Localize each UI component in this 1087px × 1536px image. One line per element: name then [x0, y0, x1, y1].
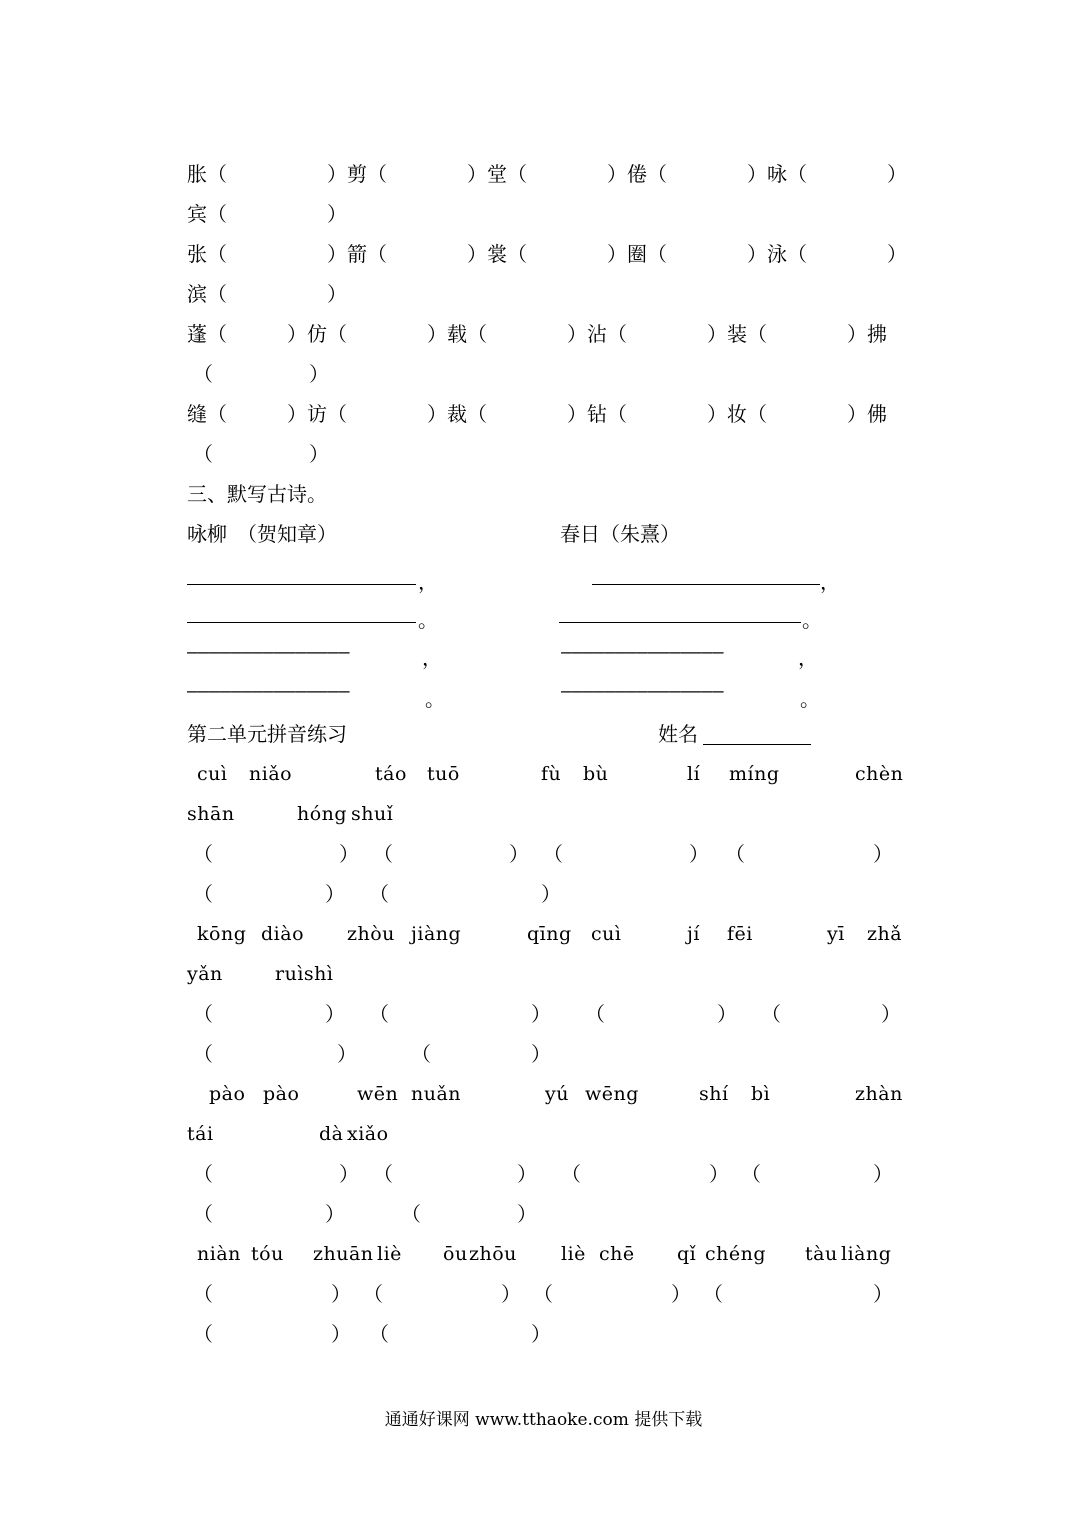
pinyin-word: zhòu: [347, 923, 395, 945]
bracket: （: [369, 1002, 389, 1026]
char-cell: ）圈（: [607, 242, 667, 266]
bracket: （: [369, 882, 389, 906]
char-cell: 张（: [187, 242, 227, 266]
bracket-row: [187, 1314, 900, 1354]
pinyin-word: yī: [827, 923, 845, 945]
pinyin-row: [187, 754, 904, 794]
poem1-title: 咏柳 （贺知章）: [187, 522, 337, 546]
char-cell: ）装（: [707, 322, 767, 346]
char-row-7: [187, 394, 900, 434]
bracket-row: [187, 834, 900, 874]
char-cell: （: [193, 362, 213, 386]
pinyin-word: liè: [561, 1243, 586, 1265]
pinyin-word: cuì: [197, 763, 228, 785]
bracket: ）: [509, 842, 529, 866]
bracket: （: [193, 842, 213, 866]
punct: ，: [422, 646, 442, 670]
bracket: ）: [671, 1282, 691, 1306]
bracket-row: [187, 1034, 900, 1074]
char-cell: 宾（: [187, 202, 227, 226]
bracket: ）: [501, 1282, 521, 1306]
char-row-6: [187, 354, 900, 394]
pinyin-word: wēn: [357, 1083, 399, 1105]
bracket-row: [187, 994, 900, 1034]
bracket: （: [369, 1322, 389, 1346]
char-cell: ）裳（: [467, 242, 527, 266]
pinyin-word: jiàng: [411, 923, 462, 945]
bracket: ）: [531, 1042, 551, 1066]
name-field[interactable]: [703, 744, 811, 745]
pinyin-word: wēng: [585, 1083, 639, 1105]
bracket: ）: [331, 1282, 351, 1306]
pinyin-word: fù: [541, 763, 562, 785]
bracket-row: [187, 1154, 900, 1194]
bracket: （: [193, 1282, 213, 1306]
char-cell: ）仿（: [287, 322, 347, 346]
punct: 。: [425, 687, 445, 711]
bracket: ）: [517, 1162, 537, 1186]
punct: 。: [800, 687, 820, 711]
bracket: （: [193, 882, 213, 906]
bracket: （: [401, 1202, 421, 1226]
bracket: ）: [325, 882, 345, 906]
pinyin-row: [187, 794, 900, 834]
bracket: （: [193, 1042, 213, 1066]
poem1-line-3[interactable]: ———————————————: [187, 642, 350, 663]
char-cell: 胀（: [187, 162, 227, 186]
pinyin-word: zhuān: [313, 1243, 374, 1265]
bracket-row: [187, 1194, 900, 1234]
pinyin-word: tuō: [427, 763, 460, 785]
bracket: ）: [339, 842, 359, 866]
pinyin-word: niàn: [197, 1243, 241, 1265]
pinyin-word: bù: [583, 763, 609, 785]
pinyin-row: [187, 954, 900, 994]
poem2-title: 春日（朱熹）: [560, 522, 680, 546]
bracket: ）: [531, 1002, 551, 1026]
char-cell: ）载（: [427, 322, 487, 346]
char-cell: 蓬（: [187, 322, 227, 346]
bracket: ）: [709, 1162, 729, 1186]
char-cell: ）箭（: [327, 242, 387, 266]
pinyin-word: yǎn: [187, 963, 223, 985]
char-cell: ）: [887, 162, 907, 186]
pinyin-row: [187, 914, 903, 954]
bracket-row: [187, 1274, 900, 1314]
bracket: ）: [689, 842, 709, 866]
punct: ，: [820, 570, 840, 594]
pinyin-word: niǎo: [249, 763, 293, 785]
bracket: （: [543, 842, 563, 866]
bracket: ）: [325, 1202, 345, 1226]
pinyin-word: shān: [187, 803, 235, 825]
pinyin-word: shí: [699, 1083, 729, 1105]
bracket: （: [373, 1162, 393, 1186]
char-cell: （: [193, 442, 213, 466]
bracket: （: [193, 1322, 213, 1346]
poem1-line-4[interactable]: ———————————————: [187, 681, 350, 702]
punct: ，: [798, 646, 818, 670]
pinyin-word: fēi: [727, 923, 753, 945]
bracket: ）: [517, 1202, 537, 1226]
pinyin-word: hóng: [297, 803, 348, 825]
poem2-line-2[interactable]: [559, 622, 801, 623]
char-cell: ）拂: [847, 322, 887, 346]
pinyin-word: qǐ: [677, 1243, 697, 1265]
pinyin-word: dà: [319, 1123, 344, 1145]
bracket: （: [741, 1162, 761, 1186]
pinyin-word: tàu: [805, 1243, 838, 1265]
char-cell: ）访（: [287, 402, 347, 426]
pinyin-word: nuǎn: [411, 1083, 462, 1105]
pinyin-word: liè: [377, 1243, 402, 1265]
poem1-line-1[interactable]: [187, 584, 416, 585]
pinyin-word: míng: [729, 763, 780, 785]
bracket: （: [193, 1162, 213, 1186]
bracket: ）: [339, 1162, 359, 1186]
bracket: （: [585, 1002, 605, 1026]
section-heading: [187, 474, 900, 514]
pinyin-word: cuì: [591, 923, 622, 945]
pinyin-word: tái: [187, 1123, 214, 1145]
bracket: （: [363, 1282, 383, 1306]
pinyin-word: pào: [209, 1083, 246, 1105]
char-row-5: [187, 314, 900, 354]
poem2-line-1[interactable]: [592, 584, 820, 585]
pinyin-word: yú: [545, 1083, 569, 1105]
bracket: ）: [325, 1002, 345, 1026]
pinyin-word: zhōu: [469, 1243, 517, 1265]
char-cell: ）倦（: [607, 162, 667, 186]
section-heading-text: 三、默写古诗。: [187, 482, 327, 506]
pinyin-row: [187, 1074, 903, 1114]
pinyin-word: chē: [599, 1243, 635, 1265]
char-cell: ）咏（: [747, 162, 807, 186]
bracket: （: [373, 842, 393, 866]
pinyin-word: shuǐ: [351, 803, 394, 825]
char-cell: ）: [327, 282, 347, 306]
footer-text: 通通好课网 www.tthaoke.com 提供下载: [384, 1410, 703, 1430]
char-cell: 滨（: [187, 282, 227, 306]
name-label: 姓名: [658, 722, 698, 746]
char-cell: ）堂（: [467, 162, 527, 186]
bracket: （: [761, 1002, 781, 1026]
bracket: ）: [717, 1002, 737, 1026]
bracket: ）: [541, 882, 561, 906]
pinyin-word: zhàn: [855, 1083, 903, 1105]
bracket: （: [411, 1042, 431, 1066]
bracket: ）: [873, 1162, 893, 1186]
char-row-1: [187, 154, 907, 194]
pinyin-word: ruìshì: [275, 963, 334, 985]
punct: ，: [418, 570, 438, 594]
pinyin-word: zhǎ: [867, 923, 903, 945]
pinyin-row: [187, 1234, 900, 1274]
bracket: ）: [881, 1002, 901, 1026]
poem2-line-4[interactable]: ———————————————: [561, 681, 724, 702]
punct: 。: [418, 608, 438, 632]
bracket: （: [703, 1282, 723, 1306]
char-cell: ）: [327, 202, 347, 226]
char-cell: 缝（: [187, 402, 227, 426]
pinyin-word: bì: [751, 1083, 771, 1105]
pinyin-word: xiǎo: [347, 1123, 389, 1145]
char-cell: ）佛: [847, 402, 887, 426]
bracket: ）: [873, 1282, 893, 1306]
char-cell: ）: [309, 362, 329, 386]
char-cell: ）剪（: [327, 162, 387, 186]
bracket: ）: [873, 842, 893, 866]
bracket-row: [187, 874, 900, 914]
char-cell: ）: [887, 242, 907, 266]
bracket: （: [193, 1002, 213, 1026]
pinyin-word: chéng: [705, 1243, 767, 1265]
bracket: （: [561, 1162, 581, 1186]
bracket: ）: [331, 1322, 351, 1346]
char-cell: ）妆（: [707, 402, 767, 426]
bracket: （: [193, 1202, 213, 1226]
pinyin-word: pào: [263, 1083, 300, 1105]
char-cell: ）钻（: [567, 402, 627, 426]
char-row-8: [187, 434, 900, 474]
pinyin-word: diào: [261, 923, 305, 945]
pinyin-word: tóu: [251, 1243, 284, 1265]
unit2-title: 第二单元拼音练习: [187, 722, 347, 746]
poem1-line-2[interactable]: [187, 622, 416, 623]
bracket: （: [725, 842, 745, 866]
pinyin-word: jí: [687, 923, 700, 945]
pinyin-word: liàng: [841, 1243, 892, 1265]
bracket: （: [533, 1282, 553, 1306]
pinyin-word: kōng: [197, 923, 247, 945]
char-row-4: [187, 274, 900, 314]
pinyin-word: táo: [375, 763, 407, 785]
char-cell: ）沾（: [567, 322, 627, 346]
char-row-2: [187, 194, 900, 234]
pinyin-word: chèn: [855, 763, 904, 785]
bracket: ）: [531, 1322, 551, 1346]
pinyin-word: lí: [687, 763, 701, 785]
bracket: ）: [337, 1042, 357, 1066]
pinyin-row: [187, 1114, 900, 1154]
char-cell: ）: [309, 442, 329, 466]
pinyin-word: ōu: [443, 1243, 468, 1265]
pinyin-word: qīng: [527, 923, 572, 945]
char-row-3: [187, 234, 907, 274]
unit2-header: [187, 714, 900, 754]
char-cell: ）裁（: [427, 402, 487, 426]
punct: 。: [802, 608, 822, 632]
char-cell: ）泳（: [747, 242, 807, 266]
poem-titles: [187, 514, 900, 554]
poem2-line-3[interactable]: ———————————————: [561, 642, 724, 663]
